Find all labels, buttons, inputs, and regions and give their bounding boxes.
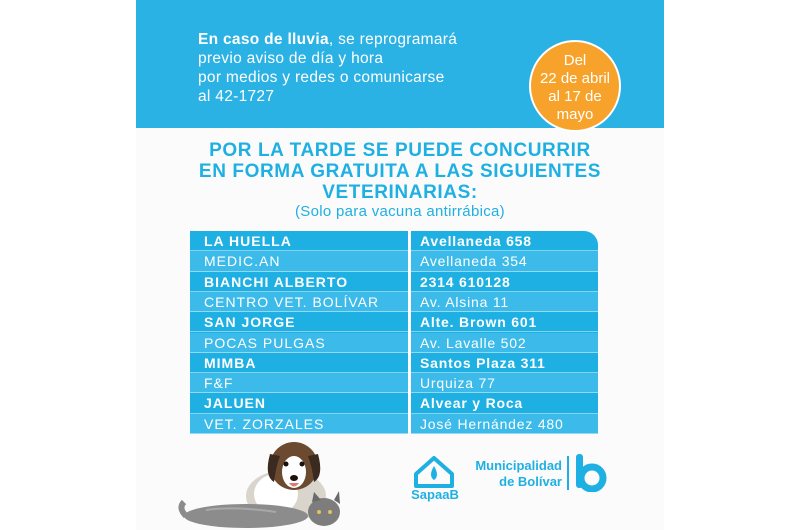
vet-name: MIMBA bbox=[204, 354, 257, 371]
rain-notice-line4: al 42-1727 bbox=[198, 88, 275, 105]
vet-name: VET. ZORZALES bbox=[204, 415, 325, 432]
table-divider bbox=[408, 231, 411, 434]
municipality-line2: de Bolívar bbox=[499, 474, 562, 489]
page-title bbox=[136, 140, 664, 203]
rain-notice-lead: En caso de lluvia bbox=[198, 31, 329, 48]
vet-address: Alte. Brown 601 bbox=[420, 314, 538, 331]
vet-name: CENTRO VET. BOLÍVAR bbox=[204, 293, 380, 310]
table-row bbox=[190, 393, 598, 413]
vet-table bbox=[190, 231, 598, 434]
vet-address: Alvear y Roca bbox=[420, 395, 524, 412]
vet-address: Av. Alsina 11 bbox=[420, 293, 510, 310]
vet-name: SAN JORGE bbox=[204, 314, 296, 331]
table-row bbox=[190, 373, 598, 393]
rain-notice-line1: , se reprogramará bbox=[328, 31, 458, 48]
subtitle: (Solo para vacuna antirrábica) bbox=[295, 203, 505, 220]
table-row bbox=[190, 333, 598, 353]
vet-name: BIANCHI ALBERTO bbox=[204, 273, 349, 290]
title-line3: VETERINARIAS: bbox=[322, 182, 478, 203]
date-badge-line4: mayo bbox=[556, 106, 594, 123]
vet-name: JALUEN bbox=[204, 395, 267, 412]
sapaab-logo-text: SapaaB bbox=[411, 487, 459, 502]
vet-name: MEDIC.AN bbox=[204, 253, 281, 270]
vet-address: Urquiza 77 bbox=[420, 375, 496, 392]
vet-address: 2314 610128 bbox=[420, 273, 511, 290]
table-row bbox=[190, 272, 598, 292]
date-badge-line1: Del bbox=[563, 52, 587, 69]
vet-address: Avellaneda 354 bbox=[420, 253, 528, 270]
vet-name: POCAS PULGAS bbox=[204, 334, 326, 351]
rain-notice bbox=[198, 30, 538, 106]
rain-notice-line3: por medios y redes o comunicarse bbox=[198, 69, 445, 86]
municipality-line1: Municipalidad bbox=[475, 458, 562, 473]
vet-address: Avellaneda 658 bbox=[420, 233, 532, 249]
poster bbox=[136, 0, 664, 530]
logo-separator bbox=[567, 456, 569, 490]
vet-address: Av. Lavalle 502 bbox=[420, 334, 527, 351]
vet-address: Santos Plaza 311 bbox=[420, 354, 546, 371]
table-row bbox=[190, 353, 598, 373]
date-badge bbox=[529, 40, 621, 132]
table-row bbox=[190, 312, 598, 332]
rain-notice-line2: previo aviso de día y hora bbox=[198, 50, 384, 67]
bolivar-b-logo-icon bbox=[572, 452, 608, 492]
table-row bbox=[190, 231, 598, 251]
dog-and-cat-image bbox=[176, 436, 346, 530]
table-row bbox=[190, 251, 598, 271]
date-badge-line2: 22 de abril bbox=[539, 70, 611, 87]
title-line2: EN FORMA GRATUITA A LAS SIGUIENTES bbox=[198, 161, 602, 182]
date-badge-line3: al 17 de bbox=[548, 88, 602, 105]
vet-address: José Hernández 480 bbox=[420, 415, 564, 432]
vet-name: LA HUELLA bbox=[204, 233, 292, 249]
table-row bbox=[190, 414, 598, 434]
title-line1: POR LA TARDE SE PUEDE CONCURRIR bbox=[209, 140, 591, 161]
vet-name: F&F bbox=[204, 375, 234, 392]
table-row bbox=[190, 292, 598, 312]
